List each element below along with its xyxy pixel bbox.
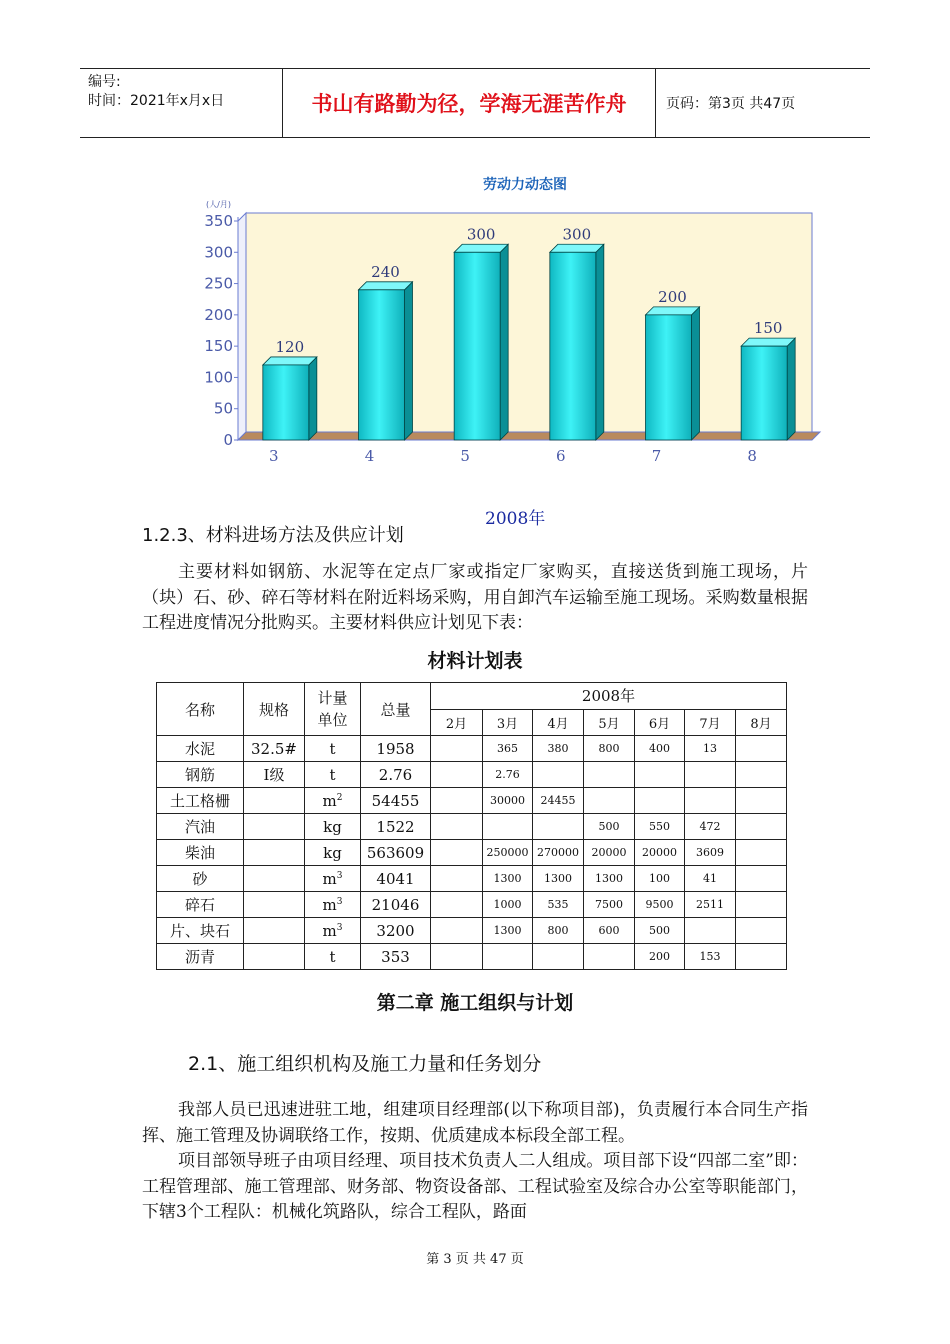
chart-data-label: 300 [466,225,496,244]
chart-x-tick-label: 5 [460,447,470,465]
chart-y-tick-label: 300 [204,243,233,262]
chart-x-tick-label: 6 [556,447,566,465]
cell-month-value [736,918,787,944]
cell-total: 54455 [361,788,431,814]
cell-month-value: 2.76 [483,762,533,788]
cell-month-value: 500 [584,814,635,840]
chart-y-tick-label: 150 [204,337,233,356]
cell-month-value [736,866,787,892]
cell-name: 砂 [157,866,244,892]
chart-side-wall [238,213,246,440]
table-row [157,944,787,970]
cell-spec [244,918,305,944]
cell-month-value: 380 [533,736,584,762]
chart-bar [550,252,596,440]
cell-month-value: 1000 [483,892,533,918]
chart-bar [263,365,309,440]
number-label: 编号: [88,74,121,90]
cell-name: 片、块石 [157,918,244,944]
header-year: 2008年 [431,683,787,710]
cell-month-value [483,814,533,840]
header-total: 总量 [361,683,431,736]
cell-name: 土工格栅 [157,788,244,814]
cell-name: 沥青 [157,944,244,970]
month-header: 3月 [483,709,533,736]
chart-y-tick-label: 350 [204,212,233,230]
unit-text: m [322,791,337,810]
cell-month-value [431,944,483,970]
cell-month-value: 535 [533,892,584,918]
table-row [157,866,787,892]
chart-y-tick-label: 0 [223,431,233,449]
month-header: 5月 [584,709,635,736]
header-spec: 规格 [244,683,305,736]
cell-month-value: 9500 [635,892,685,918]
cell-unit [305,736,361,762]
unit-text: t [329,765,336,784]
cell-month-value: 13 [685,736,736,762]
cell-month-value: 200 [635,944,685,970]
chart-data-label: 300 [562,225,592,244]
chart-bar-top [263,357,317,365]
cell-month-value [685,762,736,788]
chart-bar-side [692,307,700,440]
cell-month-value [431,866,483,892]
chart-data-label: 120 [275,337,305,356]
cell-name: 碎石 [157,892,244,918]
cell-unit [305,944,361,970]
chart-floor [238,432,820,440]
chart-x-tick-label: 8 [747,447,757,465]
chart-bar-top [741,338,795,346]
cell-month-value [584,788,635,814]
chart-bar-top [359,282,413,290]
chart-bar [646,315,692,440]
section-heading-2-1: 2.1、施工组织机构及施工力量和任务划分 [188,1053,542,1075]
cell-month-value: 550 [635,814,685,840]
cell-unit [305,918,361,944]
table-row [157,736,787,762]
cell-month-value: 20000 [635,840,685,866]
unit-superscript: 3 [336,870,343,881]
cell-spec [244,788,305,814]
cell-name: 柴油 [157,840,244,866]
paragraph: 项目部领导班子由项目经理、项目技术负责人二人组成。项目部下设“四部二室”即：工程管理部、施工管理部、财务部、物资设备部、工程试验室及综合办公室等职能部门，下辖3个工程队：机械化筑路队，综合工程队，路面 [142,1151,808,1222]
cell-unit [305,866,361,892]
header-unit-line1: 计量 [317,689,348,707]
cell-month-value: 800 [533,918,584,944]
unit-text: m [322,895,337,914]
cell-month-value [431,814,483,840]
cell-month-value: 472 [685,814,736,840]
cell-month-value [483,944,533,970]
cell-unit [305,892,361,918]
cell-month-value: 1300 [483,918,533,944]
table-row [157,892,787,918]
chart-bar [741,346,787,440]
chart-bar-top [550,244,604,252]
cell-month-value: 800 [584,736,635,762]
cell-total: 2.76 [361,762,431,788]
unit-text: kg [323,817,342,836]
cell-name: 钢筋 [157,762,244,788]
cell-month-value: 600 [584,918,635,944]
header-motto: 书山有路勤为径，学海无涯苦作舟 [282,69,656,137]
header-unit [305,683,361,736]
cell-unit [305,814,361,840]
cell-unit [305,762,361,788]
chart-bar-side [596,244,604,440]
cell-month-value: 7500 [584,892,635,918]
chart-bar-top [454,244,508,252]
cell-month-value [533,814,584,840]
unit-text: t [329,947,336,966]
cell-month-value: 500 [635,918,685,944]
chart-bar [454,252,500,440]
cell-spec: 32.5# [244,736,305,762]
unit-superscript: 3 [336,896,343,907]
cell-month-value [736,736,787,762]
chart-x-tick-label: 3 [269,447,279,465]
cell-spec [244,840,305,866]
cell-month-value [431,892,483,918]
month-header: 6月 [635,709,685,736]
cell-unit [305,840,361,866]
cell-month-value [584,944,635,970]
cell-month-value: 153 [685,944,736,970]
cell-name: 汽油 [157,814,244,840]
cell-month-value: 1300 [584,866,635,892]
cell-month-value [736,892,787,918]
chart-x-tick-label: 7 [651,447,662,465]
cell-month-value [736,840,787,866]
chart-y-tick-label: 250 [204,274,233,293]
header-name: 名称 [157,683,244,736]
cell-month-value: 1300 [483,866,533,892]
cell-month-value [685,788,736,814]
cell-unit [305,788,361,814]
unit-text: m [322,869,337,888]
table-row [157,762,787,788]
section-1-2-3-body [142,560,808,637]
unit-superscript: 2 [336,792,343,803]
cell-month-value [431,840,483,866]
chapter-title: 第二章 施工组织与计划 [376,992,574,1014]
chart-y-label: (人/月) [206,200,231,209]
cell-month-value [736,788,787,814]
chart-y-tick-label: 100 [204,368,233,387]
material-table [156,682,787,970]
chart-plot-wall [246,213,812,432]
header-unit-line2: 单位 [317,711,348,729]
chart-data-label: 150 [753,319,783,338]
table-row [157,918,787,944]
chart-x-label: 2008年 [485,509,546,529]
cell-month-value: 250000 [483,840,533,866]
unit-text: m [322,921,337,940]
cell-month-value: 2511 [685,892,736,918]
cell-month-value [431,736,483,762]
header-page-info: 页码：第3页 共47页 [666,96,796,112]
cell-spec: I级 [244,762,305,788]
section-heading-1-2-3: 1.2.3、材料进场方法及供应计划 [142,525,404,546]
paragraph: 我部人员已迅速进驻工地，组建项目经理部(以下称项目部)，负责履行本合同生产指挥、施工管理及协调联络工作，按期、优质建成本标段全部工程。 [142,1100,808,1146]
chart-bar-side [405,282,413,440]
cell-month-value [584,762,635,788]
unit-text: kg [323,843,342,862]
cell-spec [244,944,305,970]
cell-month-value: 20000 [584,840,635,866]
table-row [157,788,787,814]
unit-superscript: 3 [336,922,343,933]
chart-data-label: 200 [658,287,687,306]
unit-text: t [329,739,336,758]
cell-month-value [635,762,685,788]
chart-bar [359,290,405,440]
cell-spec [244,866,305,892]
cell-total: 1522 [361,814,431,840]
chart-bar-top [646,307,700,315]
chart-data-label: 240 [371,262,400,281]
cell-total: 3200 [361,918,431,944]
cell-month-value [685,918,736,944]
cell-total: 4041 [361,866,431,892]
cell-month-value [431,918,483,944]
cell-month-value [533,762,584,788]
cell-month-value: 365 [483,736,533,762]
chart-y-tick-label: 50 [213,399,233,418]
cell-month-value: 100 [635,866,685,892]
cell-month-value [533,944,584,970]
cell-month-value [431,788,483,814]
chart-title: 劳动力动态图 [483,177,567,193]
month-header: 8月 [736,709,787,736]
cell-total: 21046 [361,892,431,918]
cell-month-value: 41 [685,866,736,892]
table-header-row [157,683,787,710]
material-table-title: 材料计划表 [427,650,523,672]
month-header: 7月 [685,709,736,736]
cell-month-value [736,814,787,840]
cell-month-value: 1300 [533,866,584,892]
chart-x-tick-label: 4 [364,447,375,465]
cell-month-value [736,762,787,788]
cell-total: 353 [361,944,431,970]
page-footer: 第 3 页 共 47 页 [426,1252,524,1267]
paragraph: 主要材料如钢筋、水泥等在定点厂家或指定厂家购买，直接送货到施工现场，片（块）石、砂、碎石等材料在附近料场采购，用自卸汽车运输至施工现场。采购数量根据工程进度情况分批购买。主要材料供应计划见下表： [142,562,808,633]
cell-month-value: 30000 [483,788,533,814]
cell-total: 563609 [361,840,431,866]
chart-y-tick-label: 200 [204,305,233,324]
cell-month-value: 270000 [533,840,584,866]
month-header: 4月 [533,709,584,736]
section-2-1-body [142,1098,808,1226]
chart-bar-side [309,357,317,440]
header-meta [88,73,280,111]
month-header: 2月 [431,709,483,736]
cell-spec [244,892,305,918]
chart-bar-side [500,244,508,440]
cell-month-value [736,944,787,970]
cell-month-value [635,788,685,814]
page-header [80,68,870,138]
cell-total: 1958 [361,736,431,762]
cell-month-value [431,762,483,788]
time-label: 时间：2021年x月x日 [88,93,225,109]
cell-month-value: 400 [635,736,685,762]
labor-force-chart [190,165,830,475]
cell-spec [244,814,305,840]
cell-month-value: 3609 [685,840,736,866]
cell-month-value: 24455 [533,788,584,814]
table-row [157,814,787,840]
chart-bar-side [787,338,795,440]
cell-name: 水泥 [157,736,244,762]
table-row [157,840,787,866]
